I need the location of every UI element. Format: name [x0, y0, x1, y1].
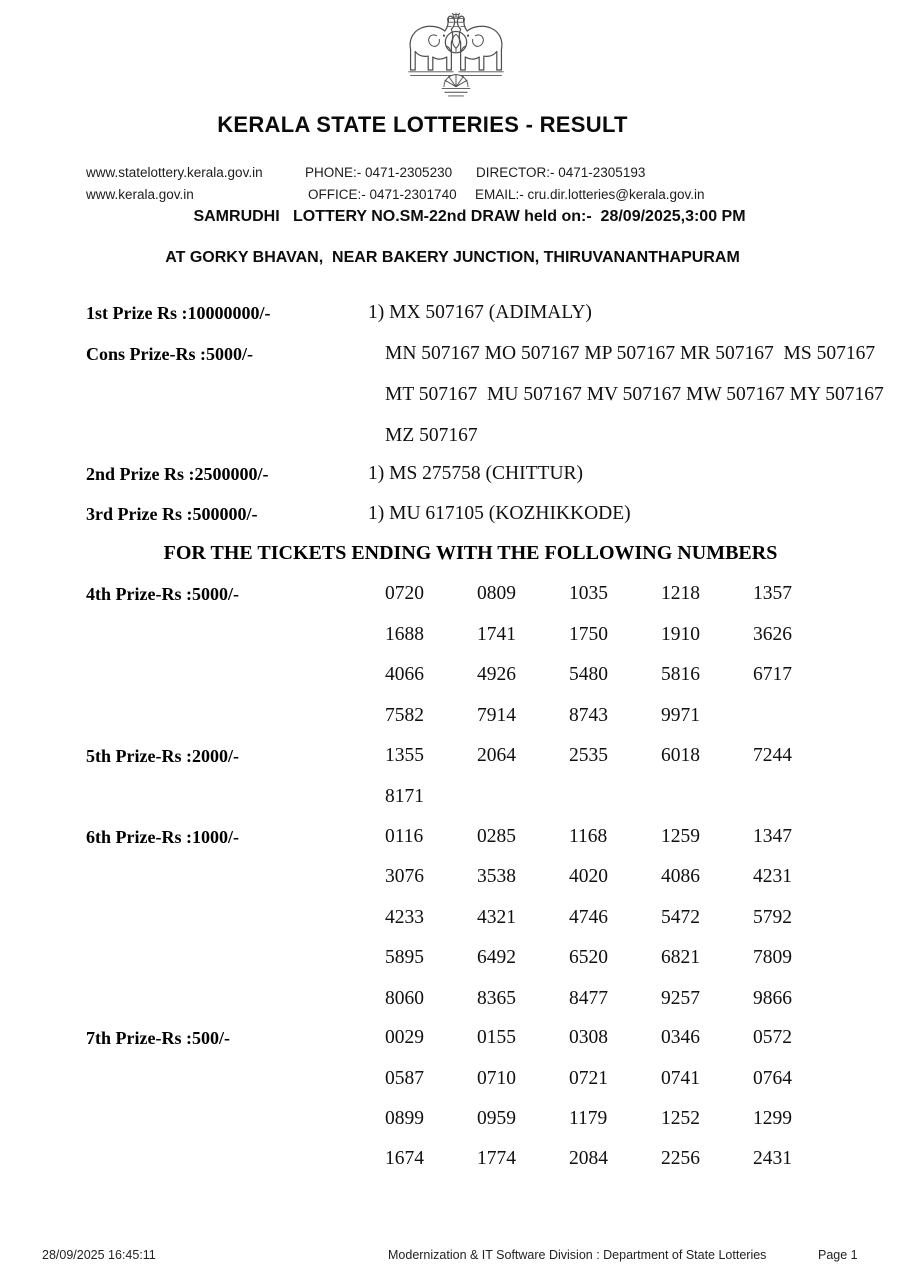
ticket-number: 0720 — [385, 583, 424, 604]
website-kerala: www.kerala.gov.in — [86, 187, 194, 202]
seventh-prize-row — [385, 1108, 845, 1130]
fifth-prize-label: 5th Prize-Rs :2000/- — [86, 746, 239, 766]
seventh-prize-label: 7th Prize-Rs :500/- — [86, 1028, 230, 1048]
ticket-number: 4066 — [385, 664, 424, 685]
ticket-number: 1355 — [385, 745, 424, 766]
fourth-prize-row — [385, 705, 753, 727]
ticket-number: 8060 — [385, 988, 424, 1009]
ticket-number: 0346 — [661, 1027, 700, 1048]
ticket-number: 1674 — [385, 1148, 424, 1169]
second-prize-result: 1) MS 275758 (CHITTUR) — [368, 463, 584, 484]
seventh-prize-row — [385, 1068, 845, 1090]
ticket-number: 1035 — [569, 583, 608, 604]
sixth-prize-row — [385, 947, 845, 969]
ticket-number: 1357 — [753, 583, 792, 604]
sixth-prize-row — [385, 988, 845, 1010]
footer-page-number: Page 1 — [818, 1248, 858, 1262]
cons-prize-row: MZ 507167 — [385, 425, 478, 446]
footer-timestamp: 28/09/2025 16:45:11 — [42, 1248, 156, 1262]
ticket-number: 1910 — [661, 624, 700, 645]
ticket-number: 2064 — [477, 745, 516, 766]
ticket-number: 8171 — [385, 786, 424, 807]
fifth-prize-row — [385, 745, 845, 767]
ticket-number: 5816 — [661, 664, 700, 685]
ticket-number: 4086 — [661, 866, 700, 887]
fourth-prize-row — [385, 664, 845, 686]
ticket-number: 7244 — [753, 745, 792, 766]
ticket-number: 0572 — [753, 1027, 792, 1048]
ticket-number: 1688 — [385, 624, 424, 645]
ticket-number: 9866 — [753, 988, 792, 1009]
ticket-number: 0741 — [661, 1068, 700, 1089]
ticket-number: 5792 — [753, 907, 792, 928]
ticket-number: 0308 — [569, 1027, 608, 1048]
ticket-number: 2084 — [569, 1148, 608, 1169]
ticket-number: 1750 — [569, 624, 608, 645]
ticket-number: 0116 — [385, 826, 424, 847]
ticket-number: 0809 — [477, 583, 516, 604]
third-prize-label: 3rd Prize Rs :500000/- — [86, 504, 258, 524]
ticket-number: 4926 — [477, 664, 516, 685]
ticket-number: 0764 — [753, 1068, 792, 1089]
ticket-number: 6520 — [569, 947, 608, 968]
ticket-number: 4020 — [569, 866, 608, 887]
ticket-number: 0029 — [385, 1027, 424, 1048]
section-heading: FOR THE TICKETS ENDING WITH THE FOLLOWING NUMBERS — [163, 542, 778, 564]
ticket-number: 3626 — [753, 624, 792, 645]
ticket-number: 1218 — [661, 583, 700, 604]
ticket-number: 6821 — [661, 947, 700, 968]
ticket-number: 2535 — [569, 745, 608, 766]
footer-division: Modernization & IT Software Division : Department of State Lotteries — [388, 1248, 767, 1262]
ticket-number: 3076 — [385, 866, 424, 887]
ticket-number: 7582 — [385, 705, 424, 726]
ticket-number: 8365 — [477, 988, 516, 1009]
ticket-number: 4231 — [753, 866, 792, 887]
ticket-number: 2431 — [753, 1148, 792, 1169]
ticket-number: 6717 — [753, 664, 792, 685]
ticket-number: 1774 — [477, 1148, 516, 1169]
ticket-number: 9971 — [661, 705, 700, 726]
ticket-number: 8477 — [569, 988, 608, 1009]
ticket-number: 0285 — [477, 826, 516, 847]
venue-line: AT GORKY BHAVAN, NEAR BAKERY JUNCTION, THIRUVANANTHAPURAM — [165, 249, 740, 266]
ticket-number: 6018 — [661, 745, 700, 766]
ticket-number: 1168 — [569, 826, 608, 847]
ticket-number: 0710 — [477, 1068, 516, 1089]
sixth-prize-label: 6th Prize-Rs :1000/- — [86, 827, 239, 847]
ticket-number: 1347 — [753, 826, 792, 847]
first-prize-result: 1) MX 507167 (ADIMALY) — [368, 302, 592, 323]
seventh-prize-row — [385, 1148, 845, 1170]
phone-number: PHONE:- 0471-2305230 — [305, 165, 453, 180]
ticket-number: 4321 — [477, 907, 516, 928]
third-prize-result: 1) MU 617105 (KOZHIKKODE) — [368, 503, 631, 524]
second-prize-label: 2nd Prize Rs :2500000/- — [86, 464, 269, 484]
first-prize-label: 1st Prize Rs :10000000/- — [86, 303, 271, 323]
fifth-prize-row — [385, 786, 477, 808]
cons-prize-row: MT 507167 MU 507167 MV 507167 MW 507167 MY 507167 — [385, 384, 884, 405]
ticket-number: 1252 — [661, 1108, 700, 1129]
ticket-number: 5472 — [661, 907, 700, 928]
director-number: DIRECTOR:- 0471-2305193 — [476, 165, 646, 180]
ticket-number: 1741 — [477, 624, 516, 645]
sixth-prize-row — [385, 826, 845, 848]
ticket-number: 7914 — [477, 705, 516, 726]
ticket-number: 0587 — [385, 1068, 424, 1089]
ticket-number: 6492 — [477, 947, 516, 968]
ticket-number: 1259 — [661, 826, 700, 847]
ticket-number: 1179 — [569, 1108, 608, 1129]
cons-prize-row: MN 507167 MO 507167 MP 507167 MR 507167 MS 507167 — [385, 343, 876, 364]
office-number: OFFICE:- 0471-2301740 — [308, 187, 457, 202]
kerala-state-emblem-icon — [405, 6, 507, 108]
draw-title: SAMRUDHI LOTTERY NO.SM-22nd DRAW held on:- 28/09/2025,3:00 PM — [193, 208, 746, 225]
fourth-prize-label: 4th Prize-Rs :5000/- — [86, 584, 239, 604]
ticket-number: 1299 — [753, 1108, 792, 1129]
ticket-number: 0959 — [477, 1108, 516, 1129]
sixth-prize-row — [385, 866, 845, 888]
ticket-number: 8743 — [569, 705, 608, 726]
page-title: KERALA STATE LOTTERIES - RESULT — [217, 112, 628, 137]
ticket-number: 4746 — [569, 907, 608, 928]
ticket-number: 0721 — [569, 1068, 608, 1089]
ticket-number: 4233 — [385, 907, 424, 928]
website-statelottery: www.statelottery.kerala.gov.in — [86, 165, 263, 180]
ticket-number: 3538 — [477, 866, 516, 887]
ticket-number: 5895 — [385, 947, 424, 968]
ticket-number: 9257 — [661, 988, 700, 1009]
email-address: EMAIL:- cru.dir.lotteries@kerala.gov.in — [475, 187, 705, 202]
ticket-number: 5480 — [569, 664, 608, 685]
fourth-prize-row — [385, 583, 845, 605]
ticket-number: 0155 — [477, 1027, 516, 1048]
ticket-number: 2256 — [661, 1148, 700, 1169]
seventh-prize-row — [385, 1027, 845, 1049]
ticket-number: 7809 — [753, 947, 792, 968]
cons-prize-label: Cons Prize-Rs :5000/- — [86, 344, 253, 364]
ticket-number: 0899 — [385, 1108, 424, 1129]
fourth-prize-row — [385, 624, 845, 646]
sixth-prize-row — [385, 907, 845, 929]
